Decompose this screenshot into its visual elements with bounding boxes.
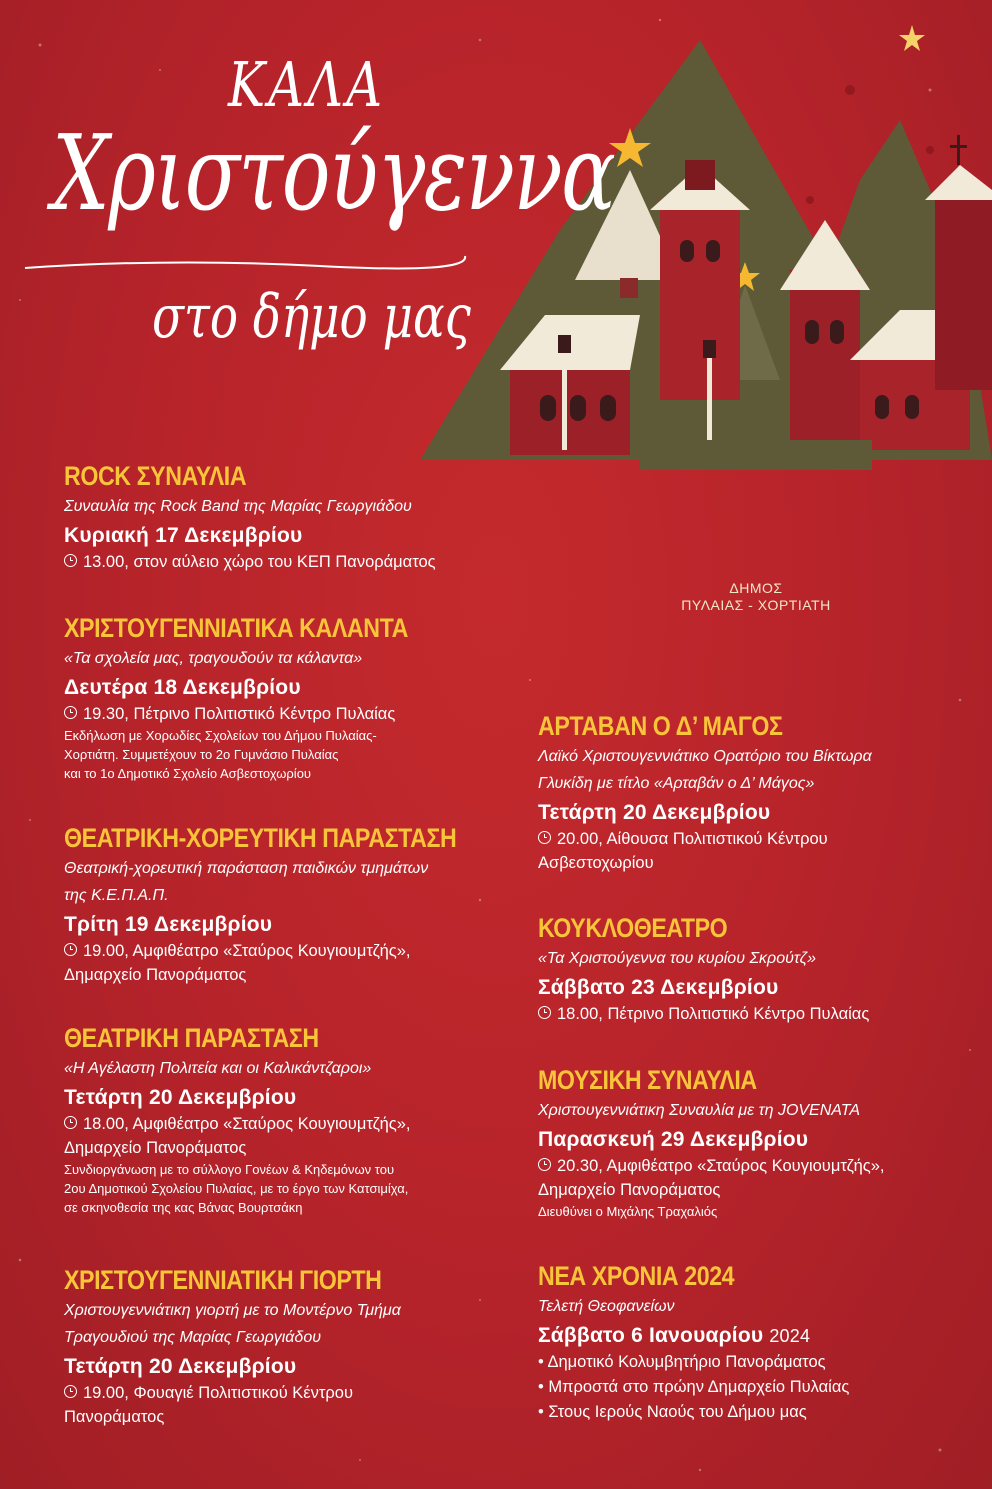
event-time-text: 18.00, Πέτρινο Πολιτιστικό Κέντρο Πυλαίας xyxy=(557,1005,870,1023)
event-date: Τετάρτη 20 Δεκεμβρίου xyxy=(64,1355,297,1378)
location-item: • Στους Ιερούς Ναούς του Δήμου μας xyxy=(538,1403,807,1421)
event-time-text: Πανοράματος xyxy=(64,1408,165,1426)
event-time-text: 19.00, Φουαγιέ Πολιτιστικού Κέντρου xyxy=(83,1384,354,1402)
event-note: σε σκηνοθεσία της κας Βάνας Βουρτσάκη xyxy=(64,1200,303,1215)
event-date: Κυριακή 17 Δεκεμβρίου xyxy=(64,524,303,547)
event-time-text: 19.00, Αμφιθέατρο «Σταύρος Κουγιουμτζής», xyxy=(83,942,411,960)
event-time-location xyxy=(538,1002,988,1026)
event-title: ΘΕΑΤΡΙΚΗ-ΧΟΡΕΥΤΙΚΗ ΠΑΡΑΣΤΑΣΗ xyxy=(64,823,457,853)
event-title: ΝΕΑ ΧΡΟΝΙΑ 2024 xyxy=(538,1261,735,1291)
event-note: και το 1ο Δημοτικό Σχολείο Ασβεστοχωρίου xyxy=(64,766,312,781)
event-description: «Τα σχολεία μας, τραγουδούν τα κάλαντα» xyxy=(64,650,363,667)
clock-icon xyxy=(538,1158,551,1171)
clock-icon xyxy=(538,1006,551,1019)
event-time-text: 20.30, Αμφιθέατρο «Σταύρος Κουγιουμτζής», xyxy=(557,1157,885,1175)
event-block xyxy=(64,1022,514,1217)
event-block xyxy=(538,710,988,875)
clock-icon xyxy=(64,554,77,567)
event-description: Χριστουγεννιάτικη Συναυλία με τη JOVENATA xyxy=(538,1102,861,1119)
event-date: Τετάρτη 20 Δεκεμβρίου xyxy=(538,801,771,824)
event-time-location xyxy=(64,1112,514,1136)
event-note: Χορτιάτη. Συμμετέχουν το 2ο Γυμνάσιο Πυλαίας xyxy=(64,747,339,762)
event-locations-list xyxy=(538,1350,988,1425)
event-description: Χριστουγεννιάτικη γιορτή με το Μοντέρνο Τμήμα xyxy=(64,1302,401,1319)
event-time-text: Δημαρχείο Πανοράματος xyxy=(538,1181,721,1199)
clock-icon xyxy=(64,1385,77,1398)
municipality-logo-text xyxy=(640,580,872,614)
title-subtitle: στο δήμο μας xyxy=(152,282,471,352)
event-time-location xyxy=(538,851,988,875)
event-date xyxy=(538,1322,988,1350)
event-block xyxy=(64,460,514,574)
event-description: Θεατρική-χορευτική παράσταση παιδικών τμημάτων xyxy=(64,860,429,877)
logo-line1: ΔΗΜΟΣ xyxy=(729,580,783,596)
event-time-text: 13.00, στον αύλειο χώρο του ΚΕΠ Πανοράματος xyxy=(83,553,436,571)
event-description: Συναυλία της Rock Band της Μαρίας Γεωργιάδου xyxy=(64,498,412,515)
event-time-location xyxy=(538,827,988,851)
event-time-location xyxy=(64,702,514,726)
event-note: 2ου Δημοτικού Σχολείου Πυλαίας, με το έργο των Κατσιμίχα, xyxy=(64,1181,409,1196)
event-date: Παρασκευή 29 Δεκεμβρίου xyxy=(538,1128,809,1151)
event-time-location xyxy=(64,1136,514,1160)
event-block xyxy=(64,612,514,783)
location-item: • Μπροστά στο πρώην Δημαρχείο Πυλαίας xyxy=(538,1378,850,1396)
event-description: «Τα Χριστούγεννα του κυρίου Σκρούτζ» xyxy=(538,950,816,967)
event-time-text: 19.30, Πέτρινο Πολιτιστικό Κέντρο Πυλαίας xyxy=(83,705,396,723)
event-title: ΧΡΙΣΤΟΥΓΕΝΝΙΑΤΙΚΑ ΚΑΛΑΝΤΑ xyxy=(64,613,408,643)
event-year: 2024 xyxy=(769,1326,811,1346)
event-description: Τραγουδιού της Μαρίας Γεωργιάδου xyxy=(64,1329,322,1346)
event-date-text: Σάββατο 6 Ιανουαρίου xyxy=(538,1324,764,1347)
clock-icon xyxy=(64,706,77,719)
event-date: Σάββατο 23 Δεκεμβρίου xyxy=(538,976,779,999)
event-time-text: 20.00, Αίθουσα Πολιτιστικού Κέντρου xyxy=(557,830,828,848)
event-title: ΑΡΤΑΒΑΝ Ο Δ’ ΜΑΓΟΣ xyxy=(538,711,783,741)
event-time-location xyxy=(64,1405,514,1429)
title-christmas: Χριστούγεννα xyxy=(52,112,615,234)
event-block xyxy=(538,912,988,1026)
event-block xyxy=(64,822,514,987)
title-kala: ΚΑΛΑ xyxy=(228,48,386,121)
event-time-location xyxy=(64,963,514,987)
logo-line2: ΠΥΛΑΙΑΣ - ΧΟΡΤΙΑΤΗ xyxy=(681,597,831,613)
event-time-text: Δημαρχείο Πανοράματος xyxy=(64,1139,247,1157)
clock-icon xyxy=(538,831,551,844)
clock-icon xyxy=(64,943,77,956)
event-description: «Η Αγέλαστη Πολιτεία και οι Καλικάντζαροι» xyxy=(64,1060,372,1077)
event-title: ΚΟΥΚΛΟΘΕΑΤΡΟ xyxy=(538,913,728,943)
event-note: Διευθύνει ο Μιχάλης Τραχαλιός xyxy=(538,1204,718,1219)
event-time-location xyxy=(538,1178,988,1202)
event-time-location xyxy=(64,939,514,963)
event-block xyxy=(538,1064,988,1221)
christmas-village-illustration xyxy=(0,0,992,470)
event-time-location xyxy=(64,1381,514,1405)
event-time-text: 18.00, Αμφιθέατρο «Σταύρος Κουγιουμτζής», xyxy=(83,1115,411,1133)
event-title: ROCK ΣΥΝΑΥΛΙΑ xyxy=(64,461,247,491)
event-date: Δευτέρα 18 Δεκεμβρίου xyxy=(64,676,301,699)
event-title: ΘΕΑΤΡΙΚΗ ΠΑΡΑΣΤΑΣΗ xyxy=(64,1023,319,1053)
location-item: • Δημοτικό Κολυμβητήριο Πανοράματος xyxy=(538,1353,826,1371)
event-title: ΧΡΙΣΤΟΥΓΕΝΝΙΑΤΙΚΗ ΓΙΟΡΤΗ xyxy=(64,1265,382,1295)
event-new-year xyxy=(538,1260,988,1425)
event-time-location xyxy=(538,1154,988,1178)
event-description: Λαϊκό Χριστουγεννιάτικο Ορατόριο του Βίκτωρα xyxy=(538,748,872,765)
event-time-text: Ασβεστοχωρίου xyxy=(538,854,654,872)
event-description: Γλυκίδη με τίτλο «Αρταβάν ο Δ’ Μάγος» xyxy=(538,775,815,792)
title-swash xyxy=(20,248,470,278)
event-description: Τελετή Θεοφανείων xyxy=(538,1298,675,1315)
event-title: ΜΟΥΣΙΚΗ ΣΥΝΑΥΛΙΑ xyxy=(538,1065,757,1095)
clock-icon xyxy=(64,1116,77,1129)
event-time-location xyxy=(64,550,514,574)
event-description: της Κ.Ε.Π.Α.Π. xyxy=(64,887,169,904)
event-block xyxy=(64,1264,514,1429)
event-time-text: Δημαρχείο Πανοράματος xyxy=(64,966,247,984)
event-note: Εκδήλωση με Χορωδίες Σχολείων του Δήμου Πυλαίας- xyxy=(64,728,377,743)
event-date: Τετάρτη 20 Δεκεμβρίου xyxy=(64,1086,297,1109)
event-note: Συνδιοργάνωση με το σύλλογο Γονέων & Κηδεμόνων του xyxy=(64,1162,395,1177)
event-date: Τρίτη 19 Δεκεμβρίου xyxy=(64,913,273,936)
